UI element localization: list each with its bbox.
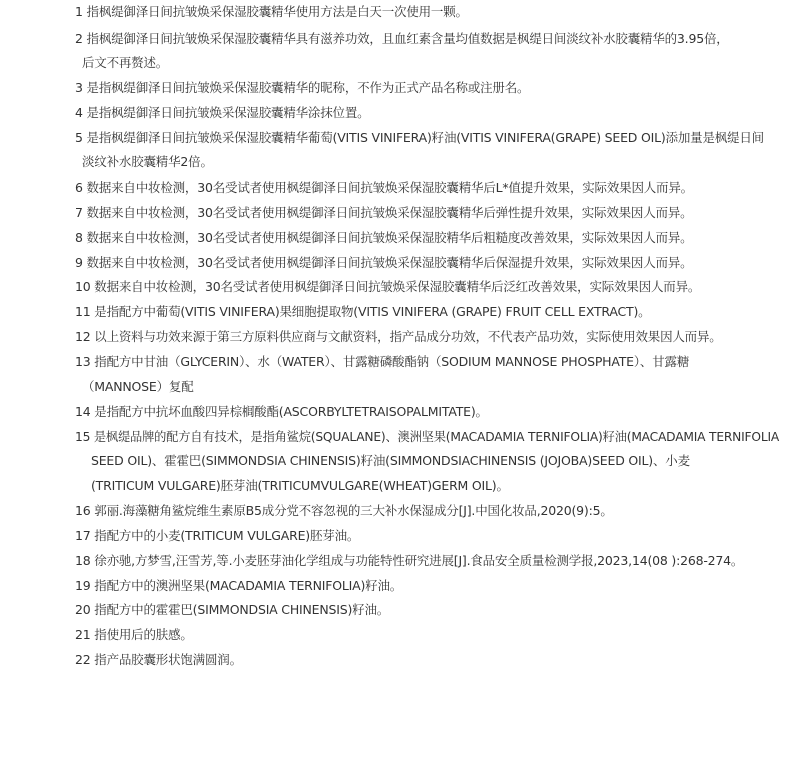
note-4: 4 是指枫缇御泽日间抗皱焕采保湿胶囊精华涂抹位置。	[75, 105, 370, 120]
note-21: 21 指使用后的肤感。	[75, 627, 193, 642]
note-14: 14 是指配方中抗坏血酸四异棕榈酸酯(ASCORBYLTETRAISOPALMITATE)。	[75, 404, 488, 419]
note-17: 17 指配方中的小麦(TRITICUM VULGARE)胚芽油。	[75, 528, 360, 543]
note-20: 20 指配方中的霍霍巴(SIMMONDSIA CHINENSIS)籽油。	[75, 602, 390, 617]
note-5-continued: 淡纹补水胶囊精华2倍。	[82, 154, 213, 169]
note-2: 2 指枫缇御泽日间抗皱焕采保湿胶囊精华具有滋养功效，且血红素含量均值数据是枫缇日间淡纹补水胶囊精华的3.95倍，	[75, 31, 729, 46]
note-5: 5 是指枫缇御泽日间抗皱焕采保湿胶囊精华葡萄(VITIS VINIFERA)籽油(VITIS VINIFERA(GRAPE) SEED OIL)添加量是枫缇日间	[75, 130, 764, 145]
note-22: 22 指产品胶囊形状饱满圆润。	[75, 652, 242, 667]
note-10: 10 数据来自中妆检测，30名受试者使用枫缇御泽日间抗皱焕采保湿胶囊精华后泛红改善效果，实际效果因人而异。	[75, 279, 701, 294]
note-2-continued: 后文不再赘述。	[82, 55, 169, 70]
note-7: 7 数据来自中妆检测，30名受试者使用枫缇御泽日间抗皱焕采保湿胶囊精华后弹性提升效果，实际效果因人而异。	[75, 205, 693, 220]
note-13-continued: （MANNOSE）复配	[82, 379, 194, 394]
note-1: 1 指枫缇御泽日间抗皱焕采保湿胶囊精华使用方法是白天一次使用一颗。	[75, 4, 468, 19]
note-18: 18 徐亦驰,方梦雪,汪雪芳,等.小麦胚芽油化学组成与功能特性研究进展[J].食品安全质量检测学报,2023,14(08 ):268-274。	[75, 553, 744, 568]
note-6: 6 数据来自中妆检测，30名受试者使用枫缇御泽日间抗皱焕采保湿胶囊精华后L*值提升效果，实际效果因人而异。	[75, 180, 693, 195]
note-9: 9 数据来自中妆检测，30名受试者使用枫缇御泽日间抗皱焕采保湿胶囊精华后保湿提升效果，实际效果因人而异。	[75, 255, 693, 270]
note-13: 13 指配方中甘油（GLYCERIN）、水（WATER）、甘露糖磷酸酯钠（SODIUM MANNOSE PHOSPHATE）、甘露糖	[75, 354, 690, 369]
note-19: 19 指配方中的澳洲坚果(MACADAMIA TERNIFOLIA)籽油。	[75, 578, 403, 593]
note-12: 12 以上资料与功效来源于第三方原料供应商与文献资料，指产品成分功效，不代表产品功效，实际使用效果因人而异。	[75, 329, 722, 344]
note-8: 8 数据来自中妆检测，30名受试者使用枫缇御泽日间抗皱焕采保湿胶精华后粗糙度改善效果，实际效果因人而异。	[75, 230, 693, 245]
note-15-continued-2: (TRITICUM VULGARE)胚芽油(TRITICUMVULGARE(WHEAT)GERM OIL)。	[91, 478, 509, 493]
note-15-continued-1: SEED OIL)、霍霍巴(SIMMONDSIA CHINENSIS)籽油(SIMMONDSIACHINENSIS (JOJOBA)SEED OIL)、小麦	[91, 453, 690, 468]
note-16: 16 郭丽.海藻糖角鲨烷维生素原B5成分党不容忽视的三大补水保湿成分[J].中国化妆品,2020(9):5。	[75, 503, 613, 518]
note-11: 11 是指配方中葡萄(VITIS VINIFERA)果细胞提取物(VITIS VINIFERA (GRAPE) FRUIT CELL EXTRACT)。	[75, 304, 651, 319]
note-15: 15 是枫缇品牌的配方自有技术，是指角鲨烷(SQUALANE)、澳洲坚果(MACADAMIA TERNIFOLIA)籽油(MACADAMIA TERNIFOLIA	[75, 430, 780, 444]
note-3: 3 是指枫缇御泽日间抗皱焕采保湿胶囊精华的昵称，不作为正式产品名称或注册名。	[75, 80, 530, 95]
